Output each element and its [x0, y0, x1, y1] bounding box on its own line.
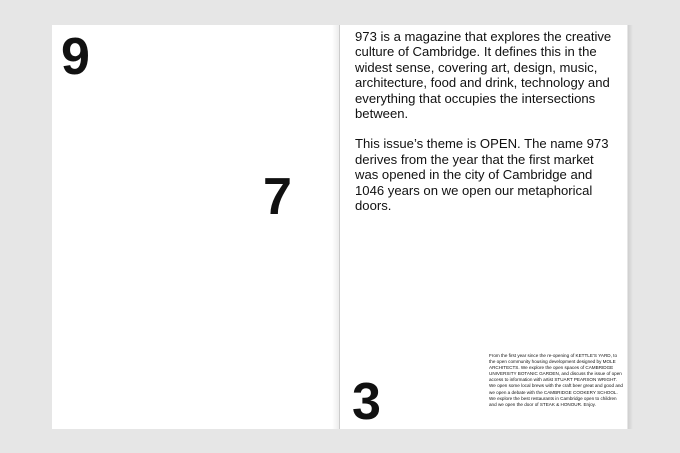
issue-summary-text: From the first year since the re-opening of KETTLE’S YARD, to the open community housing development designed by MOLE ARCHITECTS. We explore the open spaces of CAMBRIDGE UNIVERSITY BOTANIC GARDEN, and discuss the issue of open access to information with artist STUART PEARSON WRIGHT. We open some local brews with the craft beer great and good and we open a debate with the CAMBRIDGE COOKERY SCHOOL. We explore the best restaurants in Cambridge open to children and we open the door of STEAK & HONOUR. Enjoy.	[489, 353, 623, 407]
numeral-7: 7	[263, 168, 291, 226]
right-page	[340, 25, 627, 429]
intro-text	[355, 29, 620, 228]
gutter-shadow-left	[332, 25, 340, 429]
numeral-3: 3	[352, 373, 380, 431]
intro-paragraph-2: This issue’s theme is OPEN. The name 973 derives from the year that the first market was opened in the city of Cambridge and 1046 years on we open our metaphorical doors.	[355, 136, 609, 214]
magazine-spread	[52, 25, 627, 429]
gutter-shadow-right	[628, 25, 633, 429]
numeral-9: 9	[61, 28, 89, 86]
intro-paragraph-1: 973 is a magazine that explores the creative culture of Cambridge. It defines this in the widest sense, covering art, design, music, architecture, food and drink, technology and everything that occupies the intersections between.	[355, 29, 612, 122]
left-page	[52, 25, 339, 429]
